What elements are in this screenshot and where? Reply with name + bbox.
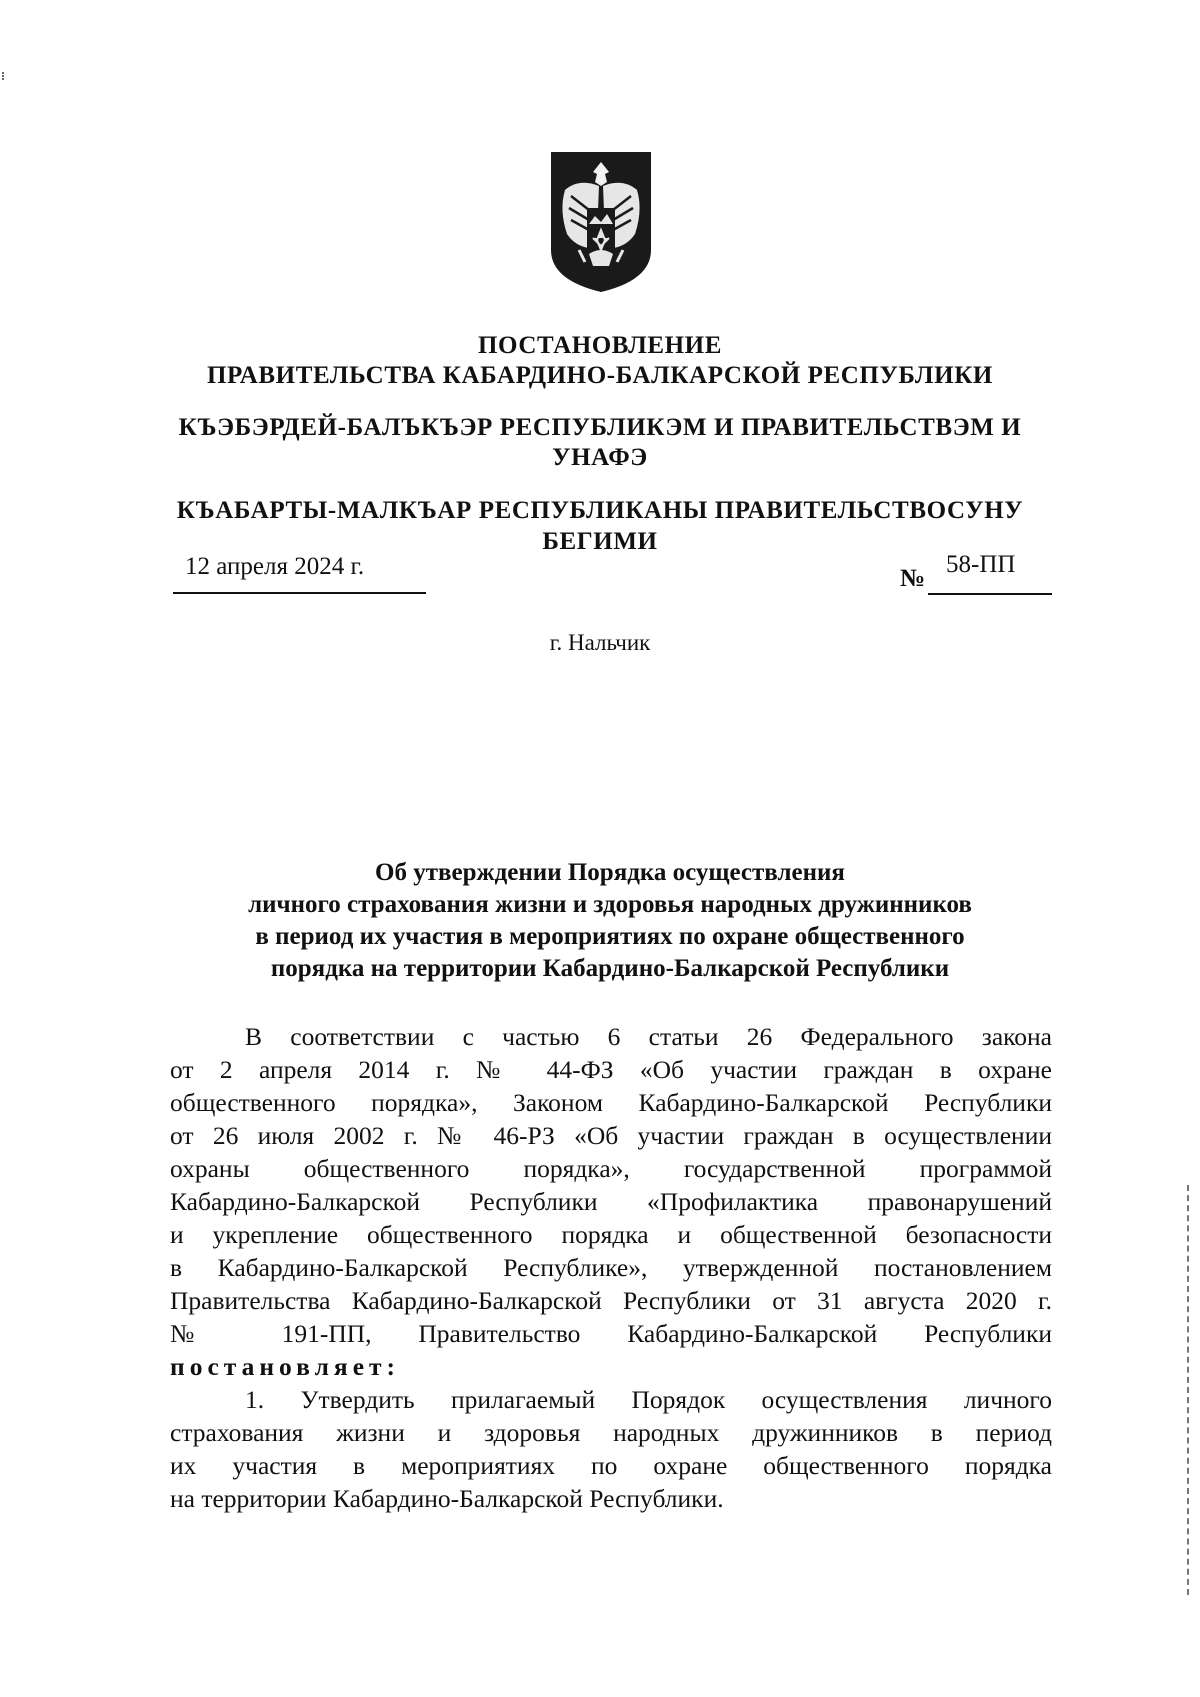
number-underline bbox=[928, 593, 1052, 595]
decree-word: постановляет: bbox=[170, 1352, 401, 1381]
number-sign: № bbox=[900, 565, 926, 592]
document-body bbox=[170, 1020, 1052, 1515]
preamble-line: № 191-ПП, Правительство Кабардино-Балкарской Республики bbox=[170, 1319, 1052, 1348]
document-date: 12 апреля 2024 г. bbox=[185, 553, 365, 580]
document-city: г. Нальчик bbox=[549, 630, 651, 655]
preamble-line: общественного порядка», Законом Кабардино-Балкарской Республики bbox=[170, 1088, 1052, 1117]
balkar-heading: КЪАБАРТЫ-МАЛКЪАР РЕСПУБЛИКАНЫ ПРАВИТЕЛЬСТВОСУНУ bbox=[176, 497, 1024, 524]
title-line: личного страхования жизни и здоровья народных дружинников bbox=[248, 891, 972, 918]
document-type-heading: ПОСТАНОВЛЕНИЕ bbox=[477, 332, 723, 359]
item-line: их участия в мероприятиях по охране общественного порядка bbox=[170, 1451, 1052, 1480]
title-line: Об утверждении Порядка осуществления bbox=[375, 859, 845, 886]
preamble-line: от 26 июля 2002 г. № 46-РЗ «Об участии граждан в осуществлении bbox=[170, 1121, 1052, 1150]
kabardian-heading: КЪЭБЭРДЕЙ-БАЛЪКЪЭР РЕСПУБЛИКЭМ И ПРАВИТЕЛЬСТВЭМ И bbox=[178, 414, 1022, 441]
preamble-line: от 2 апреля 2014 г. № 44-ФЗ «Об участии граждан в охране bbox=[170, 1055, 1052, 1084]
preamble-line: Правительства Кабардино-Балкарской Республики от 31 августа 2020 г. bbox=[170, 1286, 1052, 1315]
kabardian-heading-continued: УНАФЭ bbox=[552, 444, 648, 471]
title-line: в период их участия в мероприятиях по охране общественного bbox=[255, 923, 965, 950]
binding-margin-marks bbox=[1187, 1185, 1191, 1595]
item-line: 1. Утвердить прилагаемый Порядок осуществления личного bbox=[245, 1385, 1052, 1414]
document-title bbox=[170, 857, 1050, 985]
preamble-line: охраны общественного порядка», государственной программой bbox=[170, 1154, 1052, 1183]
document-number: 58-ПП bbox=[946, 551, 1016, 578]
kbr-coat-of-arms-icon bbox=[549, 150, 653, 294]
preamble-line: В соответствии с частью 6 статьи 26 Федерального закона bbox=[245, 1022, 1052, 1051]
preamble-line: в Кабардино-Балкарской Республике», утвержденной постановлением bbox=[170, 1253, 1052, 1282]
scan-mark bbox=[2, 72, 6, 80]
issuer-heading: ПРАВИТЕЛЬСТВА КАБАРДИНО-БАЛКАРСКОЙ РЕСПУБЛИКИ bbox=[207, 362, 993, 389]
preamble-line: и укрепление общественного порядка и общественной безопасности bbox=[170, 1220, 1052, 1249]
balkar-heading-continued: БЕГИМИ bbox=[542, 528, 658, 555]
item-line: страхования жизни и здоровья народных дружинников в период bbox=[170, 1418, 1052, 1447]
item-line: на территории Кабардино-Балкарской Республики. bbox=[170, 1484, 724, 1513]
preamble-line: Кабардино-Балкарской Республики «Профилактика правонарушений bbox=[170, 1187, 1052, 1216]
date-underline bbox=[173, 592, 426, 594]
title-line: порядка на территории Кабардино-Балкарской Республики bbox=[270, 955, 950, 982]
